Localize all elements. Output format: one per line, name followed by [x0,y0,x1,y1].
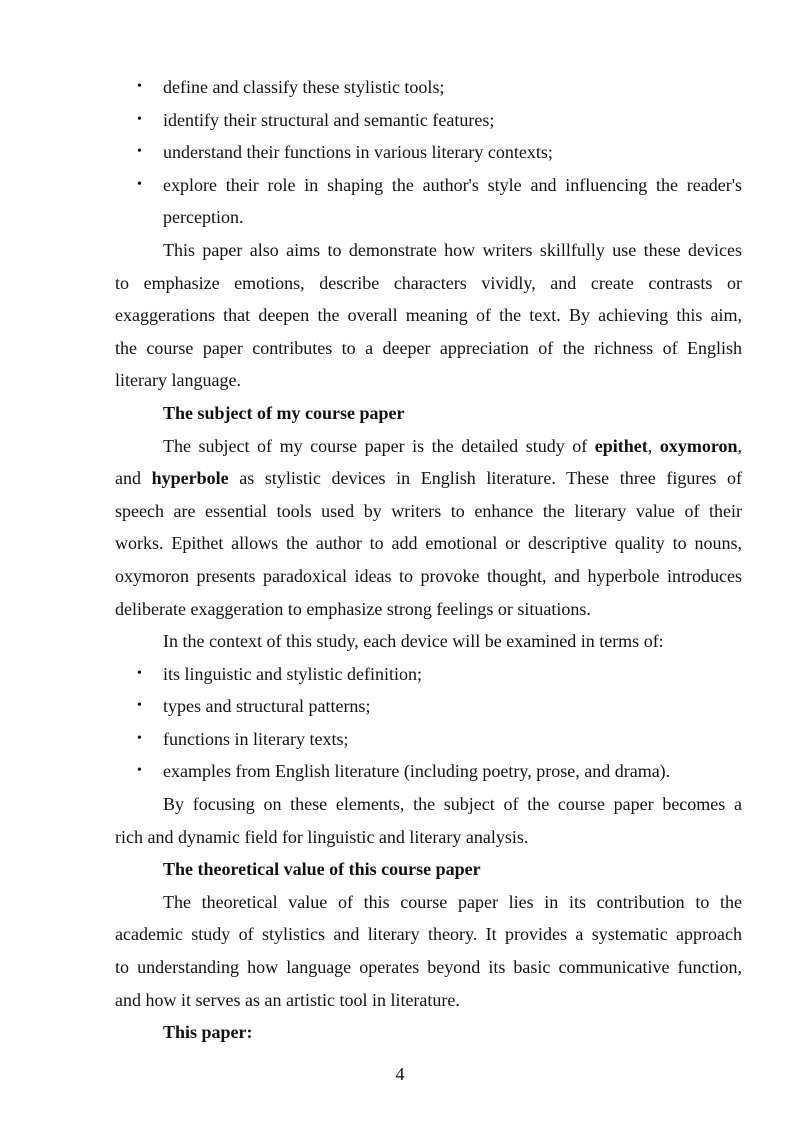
paragraph-line: the course paper contributes to a deeper appreciation of the richness of English [115,337,742,358]
paragraph-line: deliberate exaggeration to emphasize strong feelings or situations. [115,598,591,619]
paragraph-line: The subject of my course paper is the detailed study of epithet, oxymoron, [163,435,743,456]
bullet-icon: • [137,730,142,746]
list-item: • define and classify these stylistic tools; [115,71,742,104]
paragraph-line: to understanding how language operates beyond its basic communicative function, [115,957,742,978]
paragraph-line: By focusing on these elements, the subject of the course paper becomes a [163,794,742,815]
bullet-icon: • [137,665,142,681]
page-body [115,71,742,1049]
list-item: • functions in literary texts; [115,723,742,756]
list-item: • its linguistic and stylistic definition; [115,658,742,691]
bullet-icon: • [137,79,142,94]
paragraph-line: and hyperbole as stylistic devices in English literature. These three figures of [115,468,742,489]
paragraph-line: speech are essential tools used by writers to enhance the literary value of their [115,500,742,521]
paragraph-line: The theoretical value of this course paper lies in its contribution to the [163,891,742,912]
bullet-icon: • [137,176,142,192]
page-number: 4 [395,1064,405,1084]
list-item: • identify their structural and semantic features; [115,104,742,137]
paragraph-line: to emphasize emotions, describe characters vividly, and create contrasts or [115,272,742,293]
paragraph-line: This paper also aims to demonstrate how writers skillfully use these devices [163,239,742,260]
bullet-icon: • [137,763,142,779]
paragraph-line: academic study of stylistics and literary theory. It provides a systematic approach [115,924,742,945]
paragraph-line: and how it serves as an artistic tool in literature. [115,989,460,1010]
term-epithet: epithet [594,435,648,456]
list-item: • understand their functions in various literary contexts; [115,136,742,169]
term-oxymoron: oxymoron [659,435,738,456]
paragraph-line: oxymoron presents paradoxical ideas to provoke thought, and hyperbole introduces [115,565,742,586]
paragraph-line: rich and dynamic field for linguistic and literary analysis. [115,826,529,847]
section-heading: The theoretical value of this course paper [163,859,481,880]
list-item: • types and structural patterns; [115,690,742,723]
list-item: • explore their role in shaping the author's style and influencing the reader's [115,169,742,202]
bullet-icon: • [137,144,142,160]
section-heading: This paper: [163,1022,253,1043]
bullet-icon: • [137,111,142,127]
paragraph-line: In the context of this study, each device will be examined in terms of: [163,631,664,652]
list-item: • examples from English literature (including poetry, prose, and drama). [115,755,742,788]
paragraph-line: works. Epithet allows the author to add emotional or descriptive quality to nouns, [115,533,742,554]
paragraph-line: exaggerations that deepen the overall meaning of the text. By achieving this aim, [115,305,742,326]
list-item-continuation: perception. [163,207,244,228]
section-heading: The subject of my course paper [163,402,405,423]
bullet-icon: • [137,698,142,714]
paragraph-line: literary language. [115,370,241,391]
term-hyperbole: hyperbole [151,468,229,489]
